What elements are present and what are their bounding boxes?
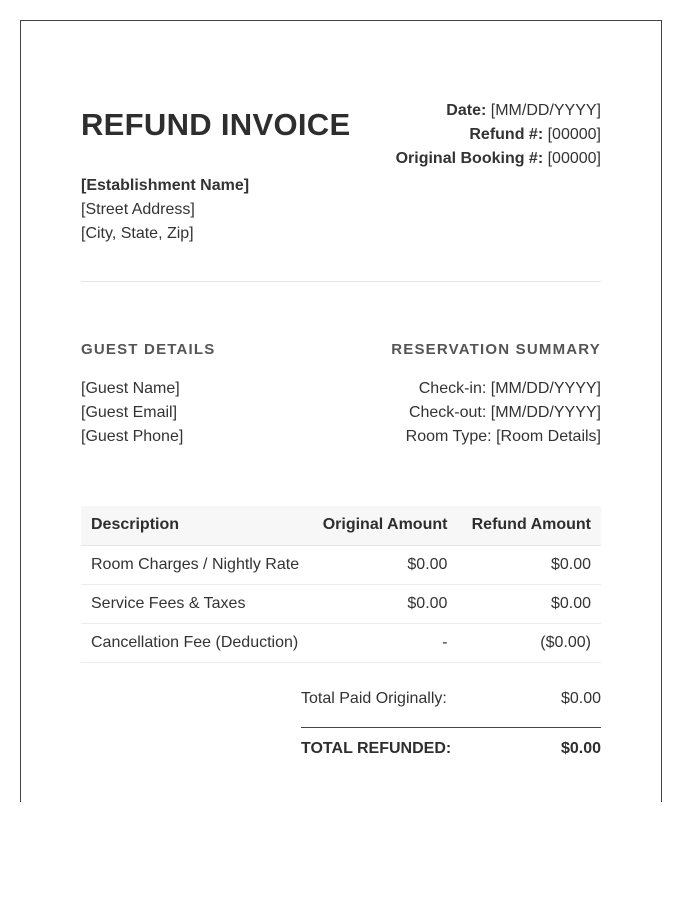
booking-number-line xyxy=(396,147,601,171)
item-description: Room Charges / Nightly Rate xyxy=(81,545,309,584)
establishment-city: [City, State, Zip] xyxy=(81,225,194,242)
column-header-description: Description xyxy=(81,506,309,545)
item-refund-amount: ($0.00) xyxy=(457,623,601,662)
table-row xyxy=(81,584,601,623)
refund-number-value: [00000] xyxy=(547,126,601,143)
total-refunded-value: $0.00 xyxy=(560,740,601,757)
item-refund-amount: $0.00 xyxy=(457,584,601,623)
guest-email: [Guest Email] xyxy=(81,404,178,421)
establishment-address xyxy=(81,174,249,246)
date-line xyxy=(396,99,601,123)
invoice-header xyxy=(81,99,601,279)
totals-divider xyxy=(301,727,601,728)
checkin-date: Check-in: [MM/DD/YYYY] xyxy=(418,380,601,397)
total-refunded-row xyxy=(301,731,601,767)
total-paid-value: $0.00 xyxy=(560,690,601,707)
invoice-title: REFUND INVOICE xyxy=(81,107,351,142)
establishment-street: [Street Address] xyxy=(81,201,195,218)
booking-number-label: Original Booking #: xyxy=(395,150,544,167)
refund-number-label: Refund #: xyxy=(469,126,544,143)
item-description: Service Fees & Taxes xyxy=(81,584,309,623)
totals-section xyxy=(301,681,601,767)
table-row xyxy=(81,623,601,662)
column-header-refund-amount: Refund Amount xyxy=(457,506,601,545)
column-header-original-amount: Original Amount xyxy=(309,506,457,545)
total-refunded-label: TOTAL REFUNDED: xyxy=(301,740,452,757)
total-paid-row xyxy=(301,681,601,717)
reservation-summary-heading: RESERVATION SUMMARY xyxy=(391,341,601,358)
invoice-sheet xyxy=(20,20,662,802)
checkout-date: Check-out: [MM/DD/YYYY] xyxy=(408,404,601,421)
table-header-row xyxy=(81,506,601,545)
guest-phone: [Guest Phone] xyxy=(81,428,184,445)
item-original-amount: $0.00 xyxy=(309,545,457,584)
date-value: [MM/DD/YYYY] xyxy=(490,102,601,119)
item-refund-amount: $0.00 xyxy=(457,545,601,584)
refund-items-table xyxy=(81,506,601,663)
invoice-meta xyxy=(396,99,601,171)
details-section xyxy=(81,341,601,461)
total-paid-label: Total Paid Originally: xyxy=(301,690,447,707)
table-row xyxy=(81,545,601,584)
guest-details xyxy=(81,341,216,449)
booking-number-value: [00000] xyxy=(547,150,601,167)
room-type: Room Type: [Room Details] xyxy=(405,428,601,445)
date-label: Date: xyxy=(446,102,487,119)
guest-details-heading: GUEST DETAILS xyxy=(81,341,216,358)
item-description: Cancellation Fee (Deduction) xyxy=(81,623,309,662)
refund-number-line xyxy=(396,123,601,147)
header-divider xyxy=(81,281,601,282)
item-original-amount: $0.00 xyxy=(309,584,457,623)
item-original-amount: - xyxy=(309,623,457,662)
guest-name: [Guest Name] xyxy=(81,380,180,397)
reservation-summary xyxy=(391,341,601,449)
establishment-name: [Establishment Name] xyxy=(81,177,250,194)
